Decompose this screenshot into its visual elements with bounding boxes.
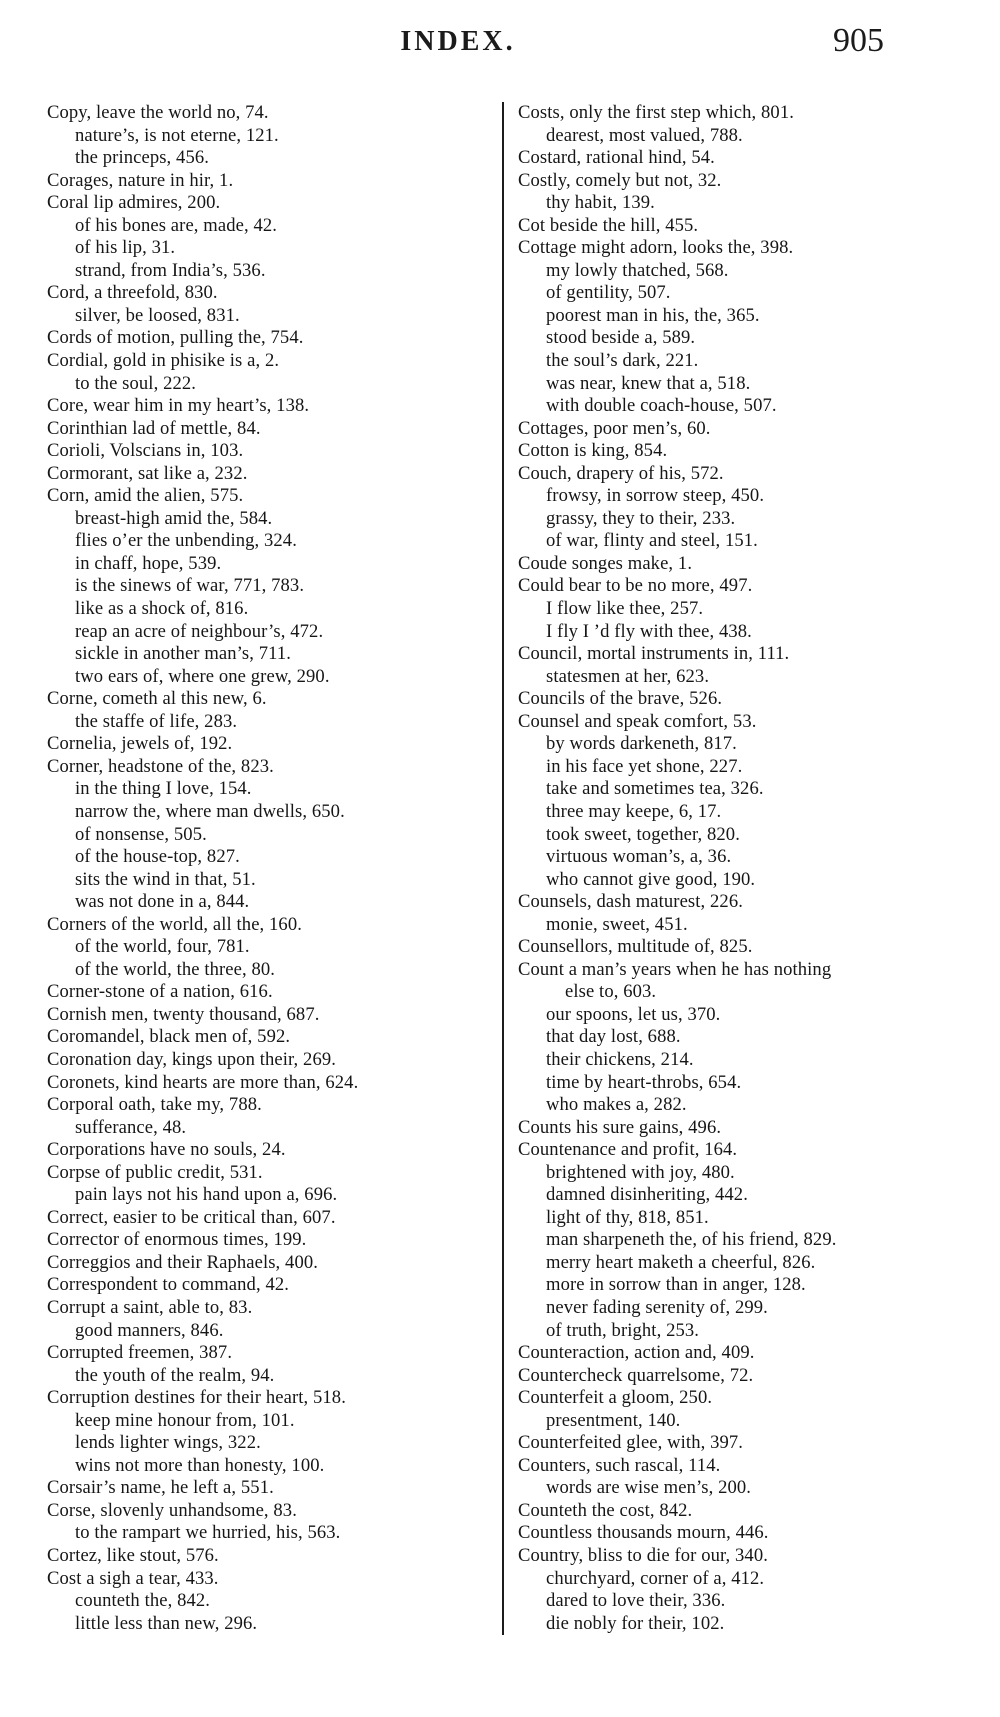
- index-entry: stood beside a, 589.: [546, 327, 696, 349]
- index-entry: Council, mortal instruments in, 111.: [518, 643, 790, 665]
- index-entry: Corrupt a saint, able to, 83.: [47, 1296, 253, 1318]
- index-entry: of the world, four, 781.: [75, 936, 250, 958]
- index-entry: wins not more than honesty, 100.: [75, 1454, 325, 1476]
- index-entry: Corpse of public credit, 531.: [47, 1161, 263, 1183]
- index-entry: of his bones are, made, 42.: [75, 214, 278, 236]
- index-entry: dared to love their, 336.: [546, 1590, 726, 1612]
- index-entry: Cornelia, jewels of, 192.: [47, 733, 233, 755]
- index-entry: nature’s, is not eterne, 121.: [75, 124, 279, 146]
- index-entry: of truth, bright, 253.: [546, 1319, 700, 1341]
- index-entry: Copy, leave the world no, 74.: [47, 102, 269, 123]
- index-entry: Cottage might adorn, looks the, 398.: [518, 237, 794, 259]
- index-entry: presentment, 140.: [546, 1409, 681, 1431]
- index-entry: Costly, comely but not, 32.: [518, 169, 722, 191]
- index-entry: Coronets, kind hearts are more than, 624.: [47, 1071, 359, 1093]
- index-column-left: [0, 102, 502, 1635]
- index-entry: Corner-stone of a nation, 616.: [47, 981, 273, 1003]
- index-entry: words are wise men’s, 200.: [546, 1477, 752, 1499]
- index-entry: Corporal oath, take my, 788.: [47, 1094, 262, 1116]
- index-entry: more in sorrow than in anger, 128.: [546, 1274, 806, 1296]
- index-entry: counteth the, 842.: [75, 1590, 211, 1612]
- index-entry: sufferance, 48.: [75, 1116, 187, 1138]
- index-entry: Core, wear him in my heart’s, 138.: [47, 395, 310, 417]
- index-entry: else to, 603.: [565, 981, 657, 1003]
- index-entry: breast-high amid the, 584.: [75, 507, 273, 529]
- index-entry: Corne, cometh al this new, 6.: [47, 688, 267, 710]
- index-entry: Cotton is king, 854.: [518, 440, 668, 462]
- index-entry: the youth of the realm, 94.: [75, 1364, 275, 1386]
- index-entry: I flow like thee, 257.: [546, 598, 704, 620]
- index-entry: of his lip, 31.: [75, 237, 176, 259]
- index-entry: light of thy, 818, 851.: [546, 1206, 709, 1228]
- index-entry: Countercheck quarrelsome, 72.: [518, 1364, 754, 1386]
- index-entry: Counts his sure gains, 496.: [518, 1116, 722, 1138]
- index-entry: that day lost, 688.: [546, 1026, 681, 1048]
- index-entry: in chaff, hope, 539.: [75, 552, 222, 574]
- index-entry: the princeps, 456.: [75, 147, 209, 169]
- index-entry: Correspondent to command, 42.: [47, 1274, 289, 1296]
- index-entry: keep mine honour from, 101.: [75, 1409, 295, 1431]
- index-entry: pain lays not his hand upon a, 696.: [75, 1184, 338, 1206]
- index-entry: silver, be loosed, 831.: [75, 304, 240, 326]
- index-entry: little less than new, 296.: [75, 1612, 258, 1634]
- index-entry: of gentility, 507.: [546, 282, 671, 304]
- index-entry: strand, from India’s, 536.: [75, 259, 266, 281]
- index-entry: Corrector of enormous times, 199.: [47, 1229, 307, 1251]
- index-entry: merry heart maketh a cheerful, 826.: [546, 1251, 816, 1273]
- index-entry: of the world, the three, 80.: [75, 958, 276, 980]
- index-entry: Counsellors, multitude of, 825.: [518, 936, 753, 958]
- index-entry: the staffe of life, 283.: [75, 710, 238, 732]
- index-entry: Coromandel, black men of, 592.: [47, 1026, 291, 1048]
- index-entry: monie, sweet, 451.: [546, 913, 688, 935]
- index-entry: Counterfeited glee, with, 397.: [518, 1432, 744, 1454]
- index-entry: Counteth the cost, 842.: [518, 1499, 693, 1521]
- index-entry: never fading serenity of, 299.: [546, 1296, 768, 1318]
- index-entry: is the sinews of war, 771, 783.: [75, 575, 305, 597]
- index-entry: die nobly for their, 102.: [546, 1612, 725, 1634]
- index-entry: reap an acre of neighbour’s, 472.: [75, 620, 324, 642]
- index-entry: Country, bliss to die for our, 340.: [518, 1545, 768, 1566]
- index-entry: Counsel and speak comfort, 53.: [518, 710, 757, 732]
- index-entry: the soul’s dark, 221.: [546, 350, 699, 372]
- index-entry: Corages, nature in hir, 1.: [47, 169, 234, 191]
- index-entry: in his face yet shone, 227.: [546, 755, 743, 777]
- index-entry: Coude songes make, 1.: [518, 552, 693, 574]
- index-entry: our spoons, let us, 370.: [546, 1003, 721, 1025]
- index-entry: in the thing I love, 154.: [75, 778, 252, 800]
- index-entry: three may keepe, 6, 17.: [546, 800, 722, 822]
- index-entry: Coral lip admires, 200.: [47, 192, 221, 214]
- index-entry: Corners of the world, all the, 160.: [47, 913, 302, 935]
- index-entry: time by heart-throbs, 654.: [546, 1071, 742, 1093]
- index-entry: my lowly thatched, 568.: [546, 259, 729, 281]
- index-entry: good manners, 846.: [75, 1319, 224, 1341]
- index-entry: Councils of the brave, 526.: [518, 688, 723, 710]
- index-entry: take and sometimes tea, 326.: [546, 778, 764, 800]
- index-entry: of war, flinty and steel, 151.: [546, 530, 758, 552]
- index-entry: I fly I ’d fly with thee, 438.: [546, 620, 752, 642]
- index-entry: Cottages, poor men’s, 60.: [518, 417, 711, 439]
- index-entry: dearest, most valued, 788.: [546, 124, 743, 146]
- index-entry: lends lighter wings, 322.: [75, 1432, 261, 1454]
- index-entry: statesmen at her, 623.: [546, 665, 710, 687]
- index-entry: was not done in a, 844.: [75, 891, 250, 913]
- index-entry: Cornish men, twenty thousand, 687.: [47, 1003, 320, 1025]
- index-entry: Cost a sigh a tear, 433.: [47, 1567, 219, 1589]
- index-entry: brightened with joy, 480.: [546, 1161, 735, 1183]
- index-entry: Cordial, gold in phisike is a, 2.: [47, 350, 280, 372]
- index-entry: churchyard, corner of a, 412.: [546, 1567, 765, 1589]
- index-entry: to the soul, 222.: [75, 372, 197, 394]
- index-entry: Cord, a threefold, 830.: [47, 282, 218, 304]
- index-entry: Couch, drapery of his, 572.: [518, 462, 724, 484]
- index-column-right: [502, 102, 972, 1635]
- index-entry: with double coach-house, 507.: [546, 395, 777, 417]
- index-entry: Cortez, like stout, 576.: [47, 1545, 219, 1566]
- index-entry: their chickens, 214.: [546, 1048, 694, 1070]
- index-entry: two ears of, where one grew, 290.: [75, 665, 330, 687]
- index-entry: Corrupted freemen, 387.: [47, 1342, 233, 1364]
- page-number: 905: [833, 22, 884, 59]
- page-title: INDEX.: [400, 26, 516, 57]
- index-entry: by words darkeneth, 817.: [546, 733, 737, 755]
- index-entry: Corn, amid the alien, 575.: [47, 485, 244, 507]
- index-entry: Correct, easier to be critical than, 607.: [47, 1206, 336, 1228]
- index-entry: Could bear to be no more, 497.: [518, 575, 753, 597]
- index-entry: sits the wind in that, 51.: [75, 868, 256, 890]
- index-entry: Corinthian lad of mettle, 84.: [47, 417, 261, 439]
- index-entry: Countenance and profit, 164.: [518, 1139, 738, 1161]
- index-entry: Corsair’s name, he left a, 551.: [47, 1477, 274, 1499]
- index-entry: Counsels, dash maturest, 226.: [518, 891, 743, 913]
- index-entry: thy habit, 139.: [546, 192, 655, 214]
- index-columns: [0, 102, 1000, 1635]
- index-entry: virtuous woman’s, a, 36.: [546, 846, 732, 868]
- index-entry: Corner, headstone of the, 823.: [47, 755, 274, 777]
- index-entry: who cannot give good, 190.: [546, 868, 756, 890]
- index-entry: Costard, rational hind, 54.: [518, 147, 715, 169]
- index-entry: took sweet, together, 820.: [546, 823, 740, 845]
- index-entry: damned disinheriting, 442.: [546, 1184, 748, 1206]
- index-entry: to the rampart we hurried, his, 563.: [75, 1522, 341, 1544]
- index-entry: Corioli, Volscians in, 103.: [47, 440, 244, 462]
- index-entry: like as a shock of, 816.: [75, 598, 249, 620]
- index-entry: Counterfeit a gloom, 250.: [518, 1387, 713, 1409]
- index-entry: Corruption destines for their heart, 518.: [47, 1387, 346, 1409]
- index-entry: sickle in another man’s, 711.: [75, 643, 291, 665]
- index-entry: flies o’er the unbending, 324.: [75, 530, 297, 552]
- index-entry: Cords of motion, pulling the, 754.: [47, 327, 304, 349]
- index-entry: Counteraction, action and, 409.: [518, 1342, 755, 1364]
- index-entry: Correggios and their Raphaels, 400.: [47, 1251, 318, 1273]
- index-entry: was near, knew that a, 518.: [546, 372, 751, 394]
- index-entry: of nonsense, 505.: [75, 823, 207, 845]
- index-entry: of the house-top, 827.: [75, 846, 240, 868]
- index-entry: grassy, they to their, 233.: [546, 507, 736, 529]
- index-entry: Countless thousands mourn, 446.: [518, 1522, 769, 1544]
- index-entry: man sharpeneth the, of his friend, 829.: [546, 1229, 837, 1251]
- index-entry: poorest man in his, the, 365.: [546, 304, 760, 326]
- index-entry: who makes a, 282.: [546, 1094, 687, 1116]
- index-entry: Counters, such rascal, 114.: [518, 1454, 721, 1476]
- index-entry: frowsy, in sorrow steep, 450.: [546, 485, 765, 507]
- index-entry: narrow the, where man dwells, 650.: [75, 800, 345, 822]
- index-entry: Corporations have no souls, 24.: [47, 1139, 286, 1161]
- index-entry: Count a man’s years when he has nothing: [518, 958, 832, 980]
- index-entry: Coronation day, kings upon their, 269.: [47, 1048, 336, 1070]
- index-entry: Corse, slovenly unhandsome, 83.: [47, 1499, 297, 1521]
- index-entry: Cot beside the hill, 455.: [518, 214, 699, 236]
- index-entry: Costs, only the first step which, 801.: [518, 102, 794, 123]
- index-entry: Cormorant, sat like a, 232.: [47, 462, 248, 484]
